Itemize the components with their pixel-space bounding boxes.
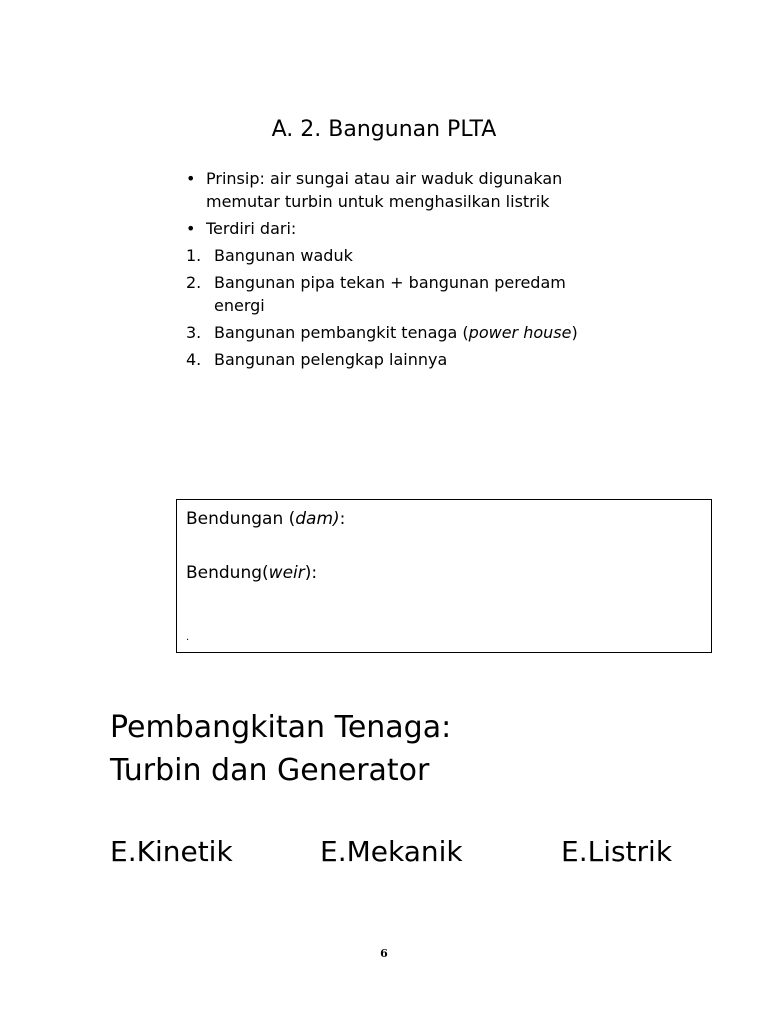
numbered-text-start: Bangunan pembangkit tenaga ( xyxy=(214,323,469,342)
energy-type-mechanical: E.Mekanik xyxy=(320,835,463,868)
note-text-italic: weir xyxy=(268,563,305,583)
number-marker: 3. xyxy=(186,323,202,342)
note-line-dam xyxy=(186,507,345,531)
notes-heading-line-1: Pembangkitan Tenaga: xyxy=(110,710,452,745)
slide-content xyxy=(186,167,606,375)
numbered-text-italic: power house xyxy=(468,323,572,342)
note-text: Bendung( xyxy=(186,563,269,583)
bullet-item-principle xyxy=(186,167,606,213)
numbered-item-1 xyxy=(186,244,606,267)
numbered-text: Bangunan waduk xyxy=(214,246,353,265)
note-line-weir xyxy=(186,561,317,585)
note-text: : xyxy=(339,509,346,529)
slide-title: A. 2. Bangunan PLTA xyxy=(271,117,497,142)
note-text: Bendungan ( xyxy=(186,509,296,529)
notes-heading-line-2: Turbin dan Generator xyxy=(110,753,430,788)
bullet-marker: • xyxy=(186,169,196,188)
numbered-text xyxy=(214,321,606,344)
note-text: ): xyxy=(304,563,318,583)
bullet-marker: • xyxy=(186,219,196,238)
handwritten-note-box xyxy=(176,499,712,653)
number-marker: 4. xyxy=(186,350,202,369)
bullet-text: Prinsip: air sungai atau air waduk digunakan memutar turbin untuk menghasilkan listrik xyxy=(206,169,563,211)
bullet-text: Terdiri dari: xyxy=(206,219,297,238)
number-marker: 1. xyxy=(186,246,202,265)
numbered-item-2 xyxy=(186,271,606,317)
numbered-item-4 xyxy=(186,348,606,371)
page-number: 6 xyxy=(380,947,388,960)
numbered-text: Bangunan pelengkap lainnya xyxy=(214,350,448,369)
note-dot: . xyxy=(186,632,190,643)
numbered-text-end: ) xyxy=(571,323,578,342)
number-marker: 2. xyxy=(186,273,202,292)
energy-type-kinetic: E.Kinetik xyxy=(110,835,233,868)
bullet-item-components xyxy=(186,217,606,240)
energy-type-electric: E.Listrik xyxy=(561,835,673,868)
numbered-text: Bangunan pipa tekan + bangunan peredam energi xyxy=(214,273,566,315)
note-text-italic: dam) xyxy=(295,509,340,529)
numbered-item-3 xyxy=(186,321,606,344)
